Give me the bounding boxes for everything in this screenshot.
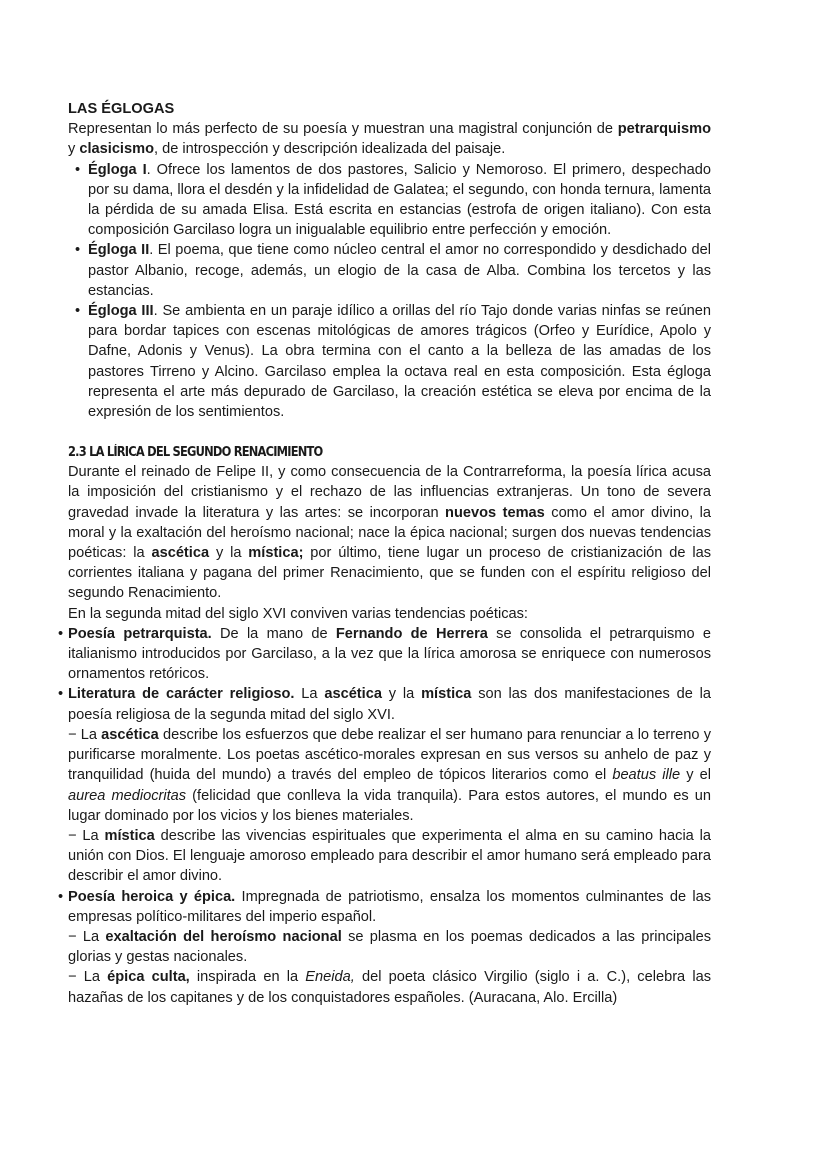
eglogas-intro-text-2: y [68,141,80,158]
religiosa-text-2: y la [381,686,422,703]
renacimiento-paragraph-2: En la segunda mitad del siglo XVI conviven varias tendencias poéticas: [68,605,528,622]
ascetica-text-3: y el [680,767,711,784]
ascetica-italic-beatus-ille: beatus ille [612,767,681,784]
list-item-petrarquista [58,624,711,685]
heroica-label: Poesía heroica y épica. [68,888,236,905]
petrarquista-bold-herrera: Fernando de Herrera [335,625,488,642]
exaltacion-bold: exaltación del heroísmo nacional [105,928,342,945]
eglogas-intro-bold-2: clasicismo [79,141,154,158]
heroica-text-1: Impregnada de patriotismo, ensalza los momentos culminantes de las empresas político-militares del imperio español. [68,888,711,925]
eglogas-heading: LAS ÉGLOGAS [68,101,175,117]
list-item-egloga-2 [88,240,711,301]
p1-text-e: por último, tiene lugar un proceso de cristianización de las corrientes italiana y pagana del primer Renacimiento, que se funden con el espíritu religioso del segundo Renacimiento. [68,545,711,602]
religiosa-label: Literatura de carácter religioso. [68,686,295,703]
mistica-text-1: La [82,827,105,844]
ascetica-bold: ascética [101,726,159,743]
p1-bold-nuevos-temas: nuevos temas [445,504,545,521]
egloga-3-text: . Se ambienta en un paraje idílico a orillas del río Tajo donde varias ninfas se reúnen para bordar tapices con escenas mitológicas de amores trágicos (Orfeo y Eurídice, Apolo y Dafne, Adonis y Venus). La obra termina con el canto a la belleza de las amadas de los pastores Tirreno y Alcino. Garcilaso emplea la octava real en esta composición. Esta égloga representa el arte más depurado de Garcilaso, la creación estética se eleva por encima de la expresión de los sentimientos. [88,303,711,421]
epica-culta-paragraph [68,967,711,1007]
list-item-egloga-1 [88,160,711,241]
p1-text-c: como el amor divino, la moral y la exaltación del heroísmo nacional; nace la épica nacional; surgen dos nuevas tendencias poéticas: la [68,504,711,562]
religiosa-text-3: son las dos manifestaciones de la poesía religiosa de la segunda mitad del siglo XVI. [68,686,712,723]
ascetica-italic-aurea-mediocritas: aurea mediocritas [68,787,187,804]
egloga-2-text: . El poema, que tiene como núcleo central el amor no correspondido y desdichado del pastor Albanio, recoge, además, un elogio de la casa de Alba. Combina los tercetos y las estancias. [88,242,711,299]
eglogas-intro-text-3: , de introspección y descripción idealizada del paisaje. [154,141,506,158]
egloga-1-text: . Ofrece los lamentos de dos pastores, Salicio y Nemoroso. El primero, despechado por su dama, llora el desdén y la infidelidad de Galatea; el segundo, con honda ternura, lamenta la pérdida de su amada Elisa. Está escrita en estancias (estrofa de origen italiano). Con esta composición Garcilaso logra un inigualable equilibrio entre perfección y emoción. [88,161,711,239]
exaltacion-text-2: se plasma en los poemas dedicados a las principales glorias y gestas nacionales. [68,928,711,966]
ascetica-text-1: La [80,726,102,743]
eglogas-intro [68,119,711,159]
eglogas-intro-text-1: Representan lo más perfecto de su poesía y muestran una magistral conjunción de [68,121,618,138]
epica-text-2: inspirada en la [189,969,306,986]
list-item-heroica [58,887,711,1008]
egloga-2-label: Égloga II [88,242,150,259]
p1-text-a: Durante el reinado de Felipe II, y como consecuencia de la Contrarreforma, la poesía lírica acusa la imposición del cristianismo y el rechazo de las influencias extranjeras. Un tono de severa gravedad invade la literatura y las artes: se incorporan [68,464,711,521]
ascetica-text-2: describe los esfuerzos que debe realizar el ser humano para renunciar a lo terreno y purificarse moralmente. Los poetas ascético-morales expresan en sus versos su anhelo de paz y tranquilidad (huida del mundo) a través del empleo de tópicos literarios como el [68,726,711,784]
exaltacion-paragraph [68,927,711,967]
epica-text-1: La [83,969,108,986]
renacimiento-paragraph-1 [68,462,711,603]
p1-text-d: y la [209,545,249,562]
renacimiento-section [68,444,711,1007]
tendencias-list [58,624,711,1008]
mistica-text-2: describe las vivencias espirituales que experimenta el alma en su camino hacia la unión con Dios. El lenguaje amoroso empleado para describir el amor humano será empleado para describir el amor divino. [68,827,712,885]
heroica-lead [68,887,711,927]
epica-text-3: del poeta clásico Virgilio (siglo i a. C.), celebra las hazañas de los capitanes y de los conquistadores españoles. (Auracana, Alo. Ercilla) [68,969,711,1006]
petrarquista-label: Poesía petrarquista. [68,625,212,642]
epica-bold: épica culta, [107,969,190,986]
ascetica-text-4: (felicidad que conlleva la vida tranquila). Para estos autores, el mundo es un lugar dominado por los vicios y los bienes materiales. [68,787,711,824]
religiosa-lead [68,684,711,724]
renacimiento-heading: 2.3 LA LÍRICA DEL SEGUNDO RENACIMIENTO [68,445,323,461]
eglogas-list [68,160,711,423]
eglogas-intro-bold-1: petrarquismo [617,121,711,138]
religiosa-bold-mistica: mística [421,686,472,703]
religiosa-text-1: La [294,686,325,703]
petrarquista-text-2: se consolida el petrarquismo e italianismo introducidos por Garcilaso, a la vez que la lírica amorosa se enriquece con numerosos ornamentos retóricos. [68,625,711,683]
mistica-paragraph [68,826,711,887]
p1-bold-mistica: mística; [248,545,304,562]
egloga-1-label: Égloga I [88,161,147,178]
ascetica-paragraph [68,725,711,826]
petrarquista-text-1: De la mano de [211,625,336,642]
list-item-egloga-3 [88,301,711,422]
eglogas-section [68,99,711,422]
list-item-religiosa [58,684,711,886]
egloga-3-label: Égloga III [88,303,154,320]
mistica-bold: mística [104,827,155,844]
religiosa-bold-ascetica: ascética [324,686,382,703]
exaltacion-text-1: La [82,928,106,945]
epica-italic-eneida: Eneida, [305,969,355,986]
p1-bold-ascetica: ascética [151,545,210,562]
